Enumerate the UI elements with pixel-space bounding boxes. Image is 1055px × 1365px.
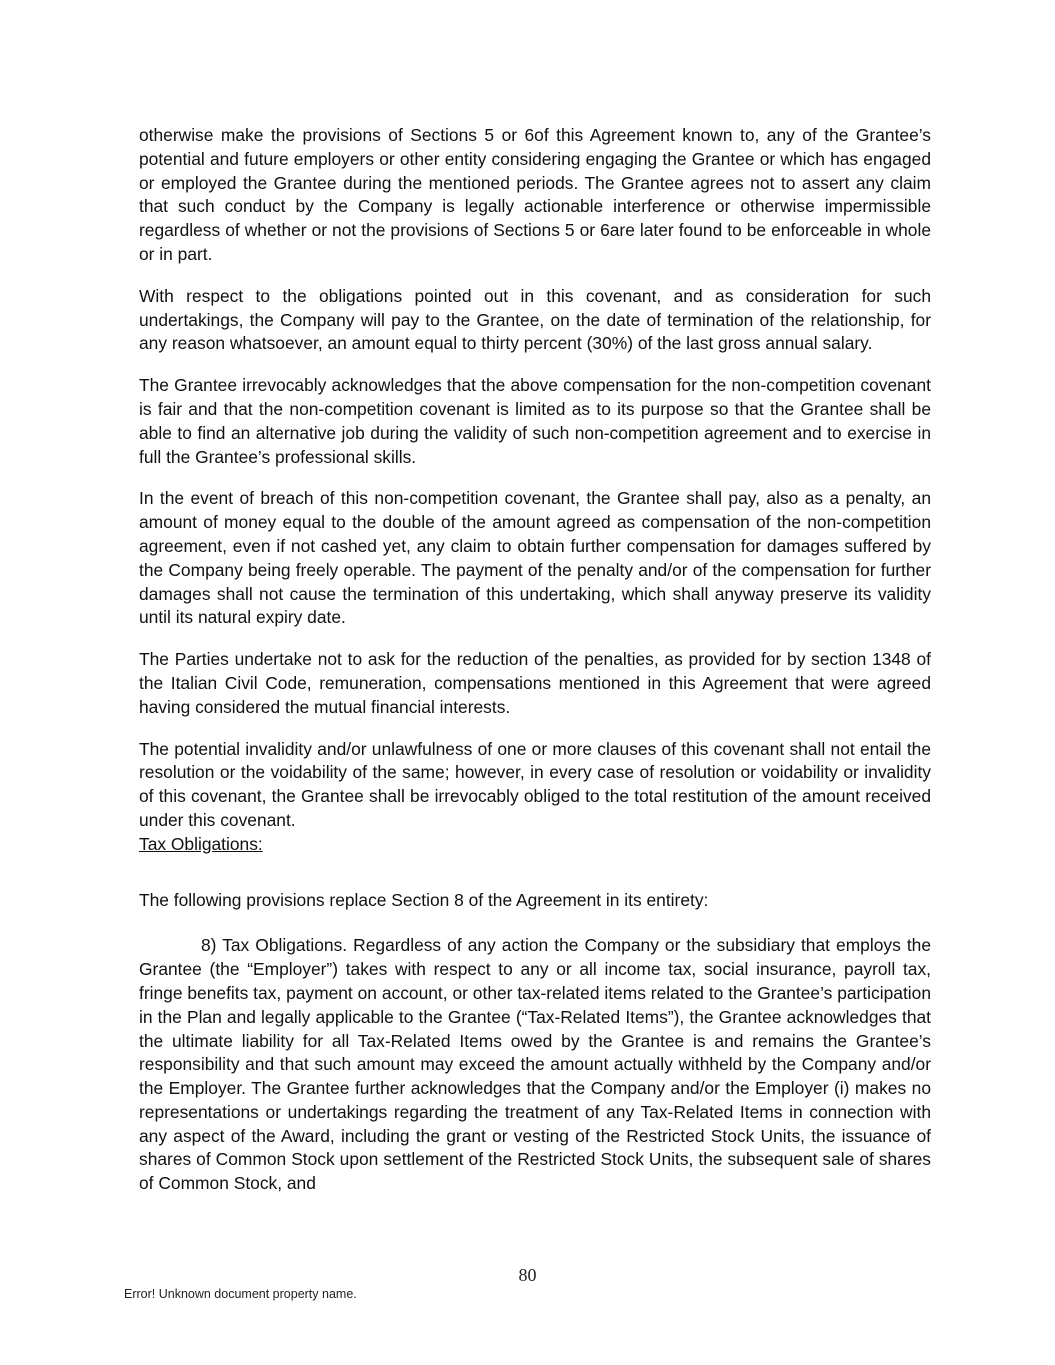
paragraph-disclosure: otherwise make the provisions of Sections 5 or 6of this Agreement known to, any of the Grantee’s potential and future employers or other entity considering engaging the Grantee or which has engaged or employed the Grantee during the mentioned periods. The Grantee agrees not to assert any claim that such conduct by the Company is legally actionable interference or otherwise impermissible regardless of whether or not the provisions of Sections 5 or 6are later found to be enforceable in whole or in part. <box>139 125 931 264</box>
footer-property-error: Error! Unknown document property name. <box>124 1287 357 1301</box>
paragraph-breach-penalty: In the event of breach of this non-competition covenant, the Grantee shall pay, also as a penalty, an amount of money equal to the double of the amount agreed as compensation of the non-competition agreement, even if not cashed yet, any claim to obtain further compensation for damages suffered by the Company being freely operable. The payment of the penalty and/or of the compensation for further damages shall not cause the termination of this undertaking, which shall anyway preserve its validity until its natural expiry date. <box>139 488 931 628</box>
paragraph-acknowledgement: The Grantee irrevocably acknowledges that the above compensation for the non-competition covenant is fair and that the non-competition covenant is limited as to its purpose so that the Grantee shall be able to find an alternative job during the validity of such non-competition agreement and to exercise in full the Grantee’s professional skills. <box>139 375 931 467</box>
document-body <box>139 124 931 1196</box>
tax-obligations-intro: The following provisions replace Section 8 of the Agreement in its entirety: <box>139 889 709 910</box>
paragraph-invalidity: The potential invalidity and/or unlawfulness of one or more clauses of this covenant shall not entail the resolution or the voidability of the same; however, in every case of resolution or voidability or invalidity of this covenant, the Grantee shall be irrevocably obliged to the total restitution of the amount received under this covenant. <box>139 738 931 830</box>
tax-obligations-paragraph: 8) Tax Obligations. Regardless of any action the Company or the subsidiary that employs the Grantee (the “Employer”) takes with respect to any or all income tax, social insurance, payroll tax, fringe benefits tax, payment on account, or other tax-related items related to the Grantee’s participation in the Plan and legally applicable to the Grantee (“Tax-Related Items”), the Grantee acknowledges that the ultimate liability for all Tax-Related Items owed by the Grantee is and remains the Grantee’s responsibility and that such amount may exceed the amount actually withheld by the Company and/or the Employer. The Grantee further acknowledges that the Company and/or the Employer (i) makes no representations or undertakings regarding the treatment of any Tax-Related Items in connection with any aspect of the Award, including the grant or vesting of the Restricted Stock Units, the issuance of shares of Common Stock upon settlement of the Restricted Stock Units, the subsequent sale of shares of Common Stock, and <box>139 935 931 1194</box>
paragraph-consideration: With respect to the obligations pointed out in this covenant, and as consideration for such undertakings, the Company will pay to the Grantee, on the date of termination of the relationship, for any reason whatsoever, an amount equal to thirty percent (30%) of the last gross annual salary. <box>139 285 931 354</box>
page-number: 80 <box>518 1265 537 1285</box>
tax-obligations-heading: Tax Obligations: <box>139 833 263 854</box>
paragraph-penalty-reduction: The Parties undertake not to ask for the reduction of the penalties, as provided for by section 1348 of the Italian Civil Code, remuneration, compensations mentioned in this Agreement that were agreed having considered the mutual financial interests. <box>139 649 931 717</box>
